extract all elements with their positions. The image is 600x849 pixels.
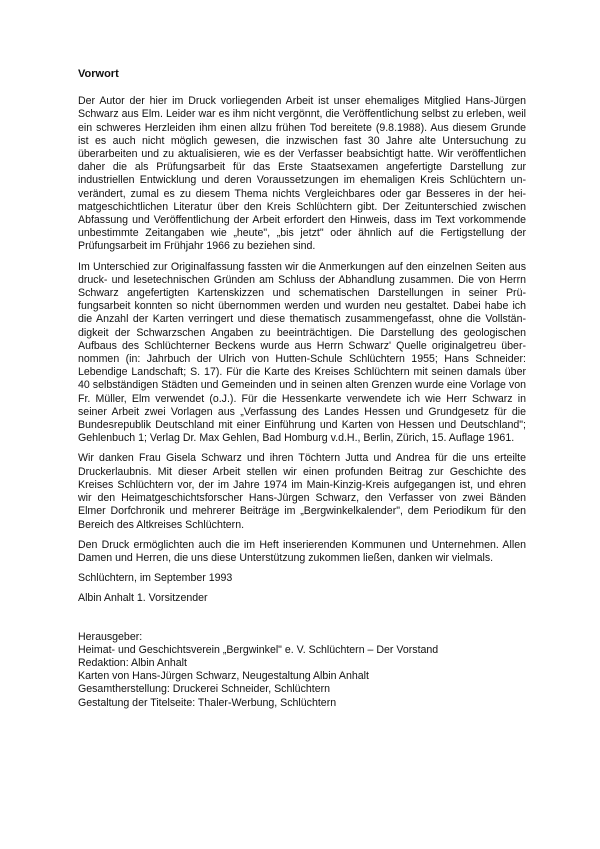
imprint-cover-design: Gestaltung der Titelseite: Thaler-Werbung, Schlüchtern [78,696,337,709]
imprint-maps: Karten von Hans-Jürgen Schwarz, Neugestaltung Albin Anhalt [78,670,369,683]
document-page [78,68,526,710]
imprint-production: Gesamtherstellung: Druckerei Schneider, Schlüchtern [78,683,331,696]
imprint-block [78,631,526,710]
paragraph-sponsors: Den Druck ermöglichten auch die im Heft inserierenden Kommunen und Unternehmen. Allen Damen und Herren, die uns diese Unterstützung zukommen ließen, danken wir vielmals. [78,538,526,564]
imprint-heading: Herausgeber: [78,630,143,643]
paragraph-author: Der Autor der hier im Druck vorliegenden Arbeit ist unser ehemaliges Mitglied Hans-Jürgen Schwarz aus Elm. Leider war es ihm nicht vergönnt, die Veröffentlichung selbst zu erleben, weil ein schweres Herzleiden ihm einen allzu frühen Tod bereitete (9.8.1988). Aus diesem Grunde ist es auch nicht möglich gewesen, die inzwischen fast 30 Jahre alte Untersuchung zu überarbeiten und zu aktualisieren, wie es der Verfasser beabsichtigt hatte. Wir veröffentlichen daher die als Prüfungsarbeit für das Erste Staatsexamen angefertigte Darstellung zur industriellen Entwicklung und deren Voraussetzungen im ehemaligen Kreis Schlüchtern unverändert, zumal es zu diesem Thema nichts Vergleichbares oder gar Besseres in der heimatgeschichtlichen Literatur über den Kreis Schlüchtern gibt. Der Zeitunterschied zwischen Abfassung und Veröffentlichung der Arbeit erfordert den Hinweis, dass im Text vorkommende unbestimmte Zeitangaben wie „heute", „bis jetzt" oder ähnlich auf die Fertigstellung der Prüfungsarbeit im Frühjahr 1966 zu beziehen sind. [78,95,526,253]
page-title: Vorwort [78,68,119,80]
imprint-editor: Redaktion: Albin Anhalt [78,656,187,669]
spacer [78,613,526,631]
place-date: Schlüchtern, im September 1993 [78,572,233,585]
paragraph-thanks: Wir danken Frau Gisela Schwarz und ihren Töchtern Jutta und Andrea für die uns erteilte Druckerlaubnis. Mit dieser Arbeit stellen wir einen profunden Beitrag zur Geschichte des Kreises Schlüchtern vor, der im Jahre 1974 im Main-Kinzig-Kreis aufgegangen ist, und ehren wir den Heimatgeschichtsforscher Hans-Jürgen Schwarz, den Verfasser von zwei Bänden Elmer Dorfchronik und mehrerer Beiträge im „Bergwinkelkalender", dem Periodikum für den Bereich des Altkreises Schlüchtern. [78,452,526,531]
paragraph-original-version: Im Unterschied zur Originalfassung fassten wir die Anmerkungen auf den einzelnen Seiten aus druck- und lesetechnischen Gründen am Schluss der Abhandlung zusammen. Die von Herrn Schwarz angefertigten Kartenskizzen und schematischen Darstellungen in seiner Prüfungsarbeit konnten so nicht übernommen werden und wurden neu gestaltet. Dabei habe ich die Anzahl der Karten verringert und diese thematisch zusammengefasst, ohne die Vollständigkeit der Schwarzschen Angaben zu beeinträchtigen. Die Darstellung des geologischen Aufbaus des Schlüchterner Beckens wurde aus Herrn Schwarz' Quelle originalgetreu übernommen (in: Jahrbuch der Ulrich von Hutten-Schule Schlüchtern 1955; Hans Schneider: Lebendige Landschaft; S. 17). Für die Karte des Kreises Schlüchtern mit seinen damals über 40 selbständigen Städten und Gemeinden und in seinen alten Grenzen wurde eine Vorlage von Fr. Müller, Elm verwendet (o.J.). Für die Hessenkarte verwendete ich wie Herr Schwarz in seiner Arbeit zwei Vorlagen aus „Verfassung des Landes Hessen und Grundgesetz für die Bundesrepublik Deutschland mit einer Einführung und Karten von Hessen und Deutschland"; Gehlenbuch 1; Verlag Dr. Max Gehlen, Bad Homburg v.d.H., Berlin, Zürich, 15. Auflage 1961. [78,260,526,445]
signature: Albin Anhalt 1. Vorsitzender [78,592,208,605]
imprint-publisher: Heimat- und Geschichtsverein „Bergwinkel" e. V. Schlüchtern – Der Vorstand [78,643,439,656]
